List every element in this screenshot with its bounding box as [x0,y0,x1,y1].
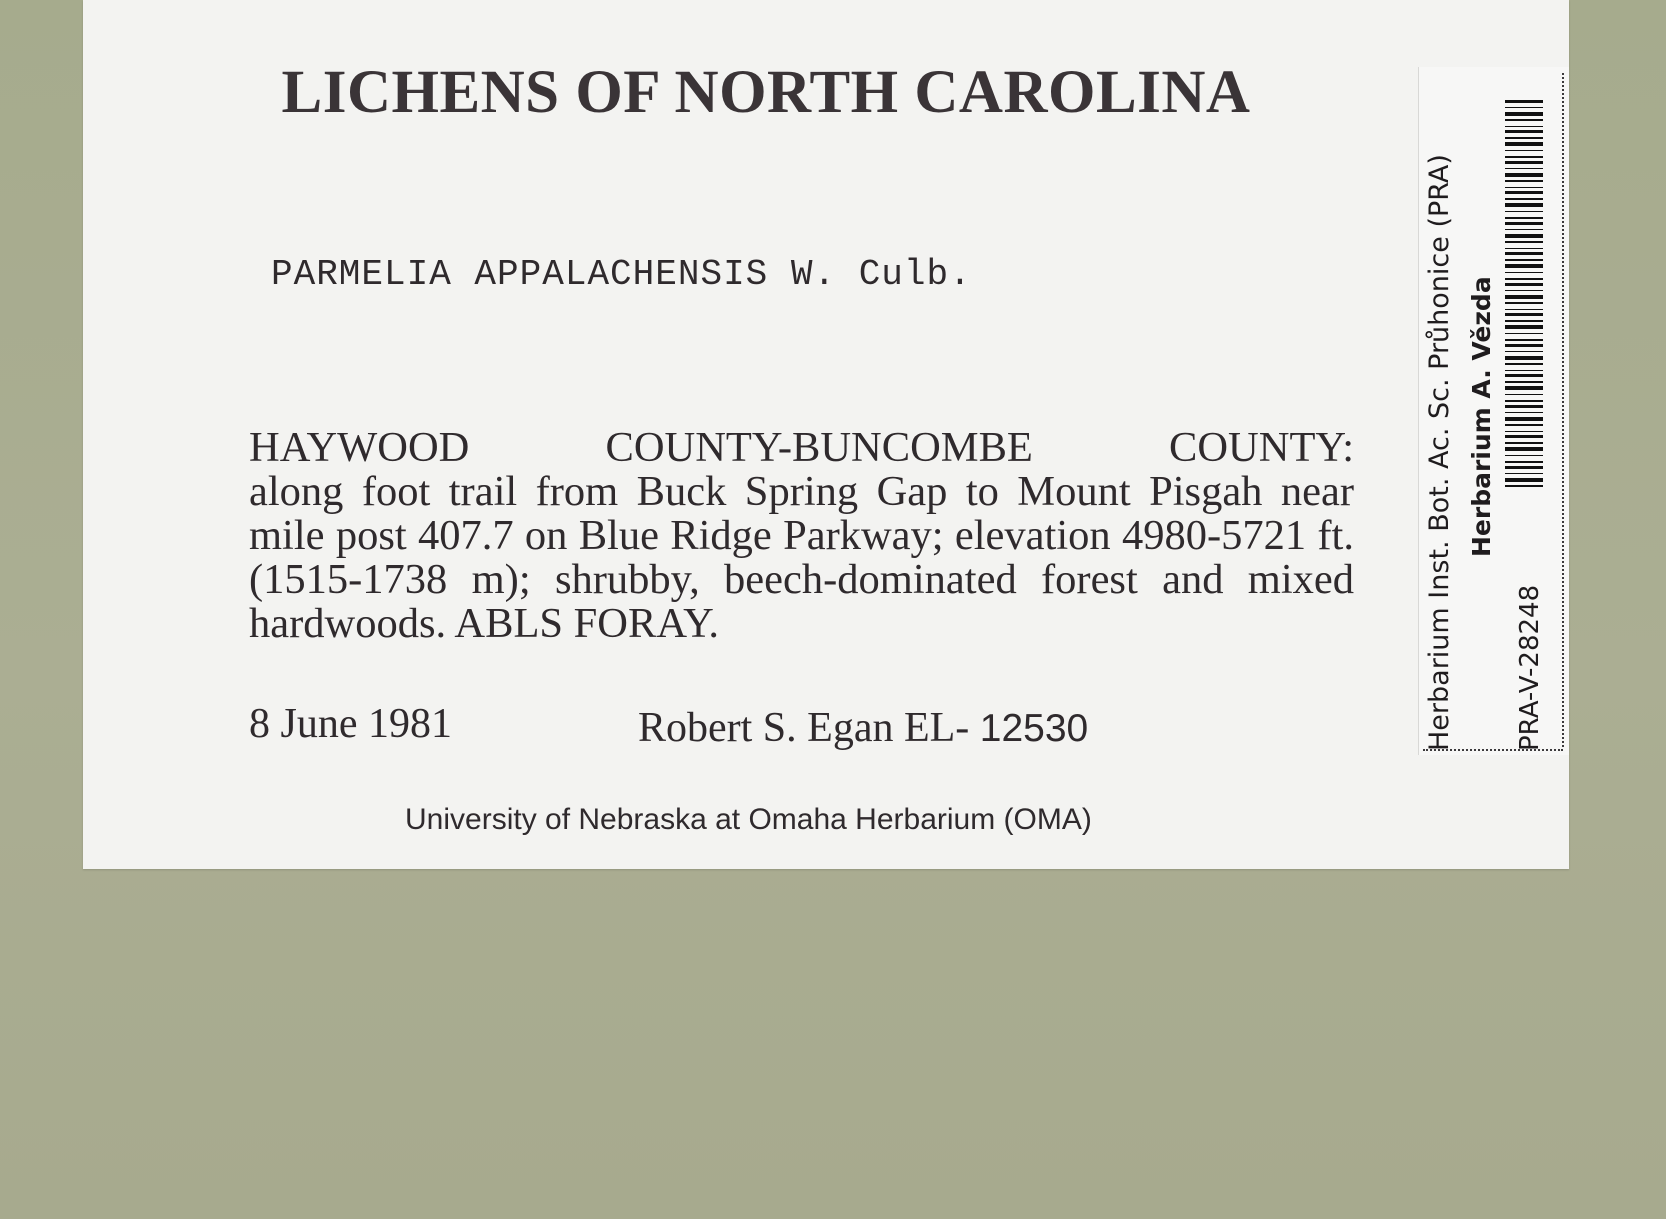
barcode-bar [1505,381,1543,383]
barcode-bar [1505,130,1543,133]
barcode-bar [1505,485,1543,487]
barcode-bar [1505,180,1543,182]
locality-text: along foot trail from Buck Spring Gap to Mount Pisgah near mile post 407.7 on Blue Ridge Parkway; elevation 4980-5721 ft. (1515-1738 m); shrubby, beech-dominated forest and mixed hardwoods. ABLS FORAY. [249,468,1354,647]
barcode-bar [1505,278,1543,280]
pra-institution: Herbarium Inst. Bot. Ac. Sc. Průhonice (PRA) [1424,154,1455,751]
barcode-bar [1505,386,1543,390]
taxon-name: PARMELIA APPALACHENSIS W. Culb. [271,254,972,295]
barcode-bar [1505,107,1543,108]
barcode-bar [1505,283,1543,286]
barcode-bar [1505,435,1543,438]
barcode-bar [1505,320,1543,322]
collector-line [638,704,1088,752]
barcode-bar [1505,252,1543,255]
barcode-bar [1505,473,1543,474]
barcode-bar [1505,248,1543,249]
barcode-bar [1505,461,1543,463]
collection-number: 12530 [979,707,1089,750]
barcode-bar [1505,356,1543,360]
perforation-bottom [1423,749,1563,751]
barcode-bar [1505,259,1543,261]
barcode-bar [1505,417,1543,421]
barcode-bar [1505,137,1543,139]
barcode-bar [1505,478,1543,482]
barcode-bar [1505,156,1543,158]
pra-collection: Herbarium A. Vězda [1467,276,1496,557]
barcode-bar [1505,455,1543,456]
barcode-bar [1505,412,1543,413]
barcode-bar [1505,150,1543,151]
label-title: LICHENS OF NORTH CAROLINA [281,59,1251,126]
barcode-bar [1505,142,1543,146]
collection-date: 8 June 1981 [249,701,452,747]
barcode-bar [1505,272,1543,273]
barcode-bar [1505,309,1543,310]
barcode-bar [1505,198,1543,200]
barcode [1505,100,1543,490]
pra-specimen-id: PRA-V-28248 [1515,584,1545,751]
barcode-bar [1505,351,1543,352]
barcode-bar [1505,161,1543,164]
barcode-bar [1505,333,1543,334]
barcode-bar [1505,229,1543,230]
barcode-bar [1505,374,1543,377]
barcode-bar [1505,466,1543,469]
barcode-bar [1505,295,1543,299]
barcode-bar [1505,217,1543,219]
barcode-bar [1505,370,1543,371]
barcode-bar [1505,363,1543,365]
barcode-bar [1505,424,1543,426]
barcode-bar [1505,442,1543,444]
barcode-bar [1505,290,1543,291]
barcode-bar [1505,339,1543,341]
barcode-bar [1505,313,1543,316]
locality-heading: HAYWOOD COUNTY-BUNCOMBE COUNTY: [249,424,1354,471]
barcode-bar [1505,241,1543,243]
source-herbarium: University of Nebraska at Omaha Herbarium (OMA) [405,803,1092,836]
barcode-bar [1505,302,1543,304]
barcode-bar [1505,325,1543,329]
barcode-bar [1505,431,1543,432]
barcode-bar [1505,394,1543,395]
collector-name: Robert S. Egan EL- [638,705,970,751]
specimen-label [83,0,1569,869]
barcode-bar [1505,126,1543,127]
barcode-bar [1505,405,1543,408]
barcode-bar [1505,447,1543,451]
barcode-bar [1505,112,1543,116]
perforation-edge [1562,73,1564,747]
barcode-bar [1505,191,1543,194]
barcode-bar [1505,234,1543,238]
barcode-bar [1505,211,1543,212]
barcode-bar [1505,119,1543,121]
barcode-bar [1505,222,1543,225]
barcode-bar [1505,264,1543,268]
barcode-bar [1505,344,1543,347]
barcode-bar [1505,173,1543,177]
barcode-bar [1505,187,1543,188]
barcode-bar [1505,203,1543,207]
locality-block [249,426,1354,646]
barcode-bar [1505,400,1543,402]
pra-barcode-label [1418,67,1569,755]
barcode-bar [1505,100,1543,103]
barcode-bar [1505,168,1543,169]
